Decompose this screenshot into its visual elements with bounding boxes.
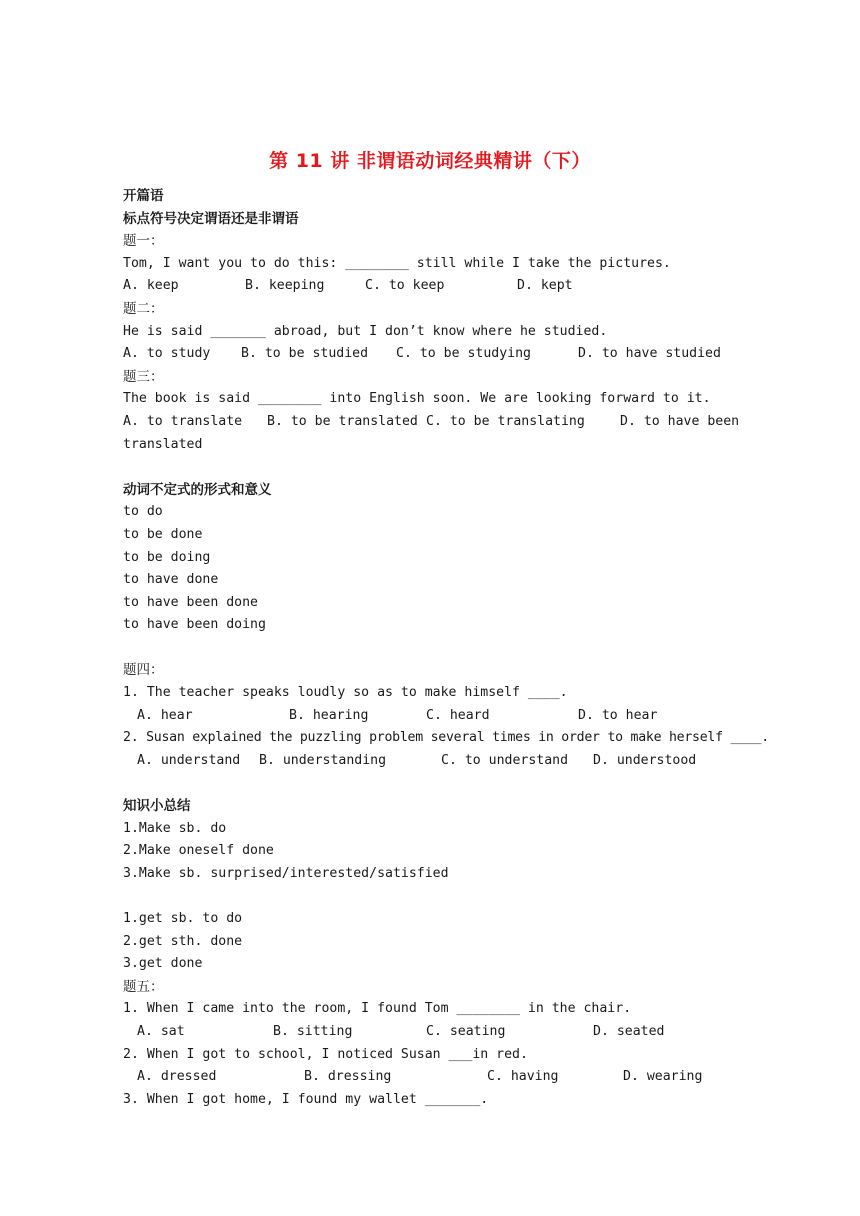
option: B. sitting xyxy=(273,1023,353,1039)
option: A. hear xyxy=(137,707,193,723)
option: A. to translate xyxy=(123,413,243,429)
question-text: 1. When I came into the room, I found Tom ________ in the chair. xyxy=(123,1001,632,1017)
option: D. understood xyxy=(593,752,697,768)
section-heading-intro: 开篇语 xyxy=(123,188,164,204)
option: D. to have studied xyxy=(578,346,721,362)
question-label: 题二： xyxy=(123,300,164,317)
question-text: He is said _______ abroad, but I don’t know where he studied. xyxy=(123,323,608,339)
options-row xyxy=(123,275,763,298)
question-text: The book is said ________ into English soon. We are looking forward to it. xyxy=(123,391,711,407)
question-text: 1. The teacher speaks loudly so as to make himself ____. xyxy=(123,685,568,701)
option: B. keeping xyxy=(245,278,325,294)
question-label: 题五： xyxy=(123,978,164,995)
list-item: 3.get done xyxy=(123,956,203,972)
option: B. understanding xyxy=(259,752,387,768)
option: A. keep xyxy=(123,278,179,294)
option: D. wearing xyxy=(623,1069,703,1085)
option: C. to be translating xyxy=(426,413,585,429)
option: C. to be studying xyxy=(396,346,531,362)
option: A. sat xyxy=(137,1023,185,1039)
list-item: 1.Make sb. do xyxy=(123,820,227,836)
list-item: to be done xyxy=(123,526,203,542)
list-item: to have been doing xyxy=(123,617,266,633)
list-item: to have done xyxy=(123,572,219,588)
list-item: 2.get sth. done xyxy=(123,933,243,949)
option: C. seating xyxy=(426,1023,506,1039)
question-text: Tom, I want you to do this: ________ still while I take the pictures. xyxy=(123,255,671,271)
option: D. to hear xyxy=(578,707,658,723)
question-text: 3. When I got home, I found my wallet _______. xyxy=(123,1091,489,1107)
option: D. to have been xyxy=(620,413,740,429)
option: A. to study xyxy=(123,346,211,362)
option-continuation: translated xyxy=(123,436,203,452)
option: C. having xyxy=(487,1069,559,1085)
option: C. heard xyxy=(426,707,490,723)
option: B. to be studied xyxy=(241,346,369,362)
page-title: 第 11 讲 非谓语动词经典精讲（下） xyxy=(269,150,591,172)
option: D. kept xyxy=(517,278,573,294)
question-label: 题三： xyxy=(123,368,164,385)
option: B. to be translated xyxy=(267,413,418,429)
question-text: 2. When I got to school, I noticed Susan ___in red. xyxy=(123,1046,528,1062)
option: C. to keep xyxy=(365,278,445,294)
option: A. understand xyxy=(137,752,241,768)
question-label: 题一： xyxy=(123,233,164,250)
options-row xyxy=(123,750,763,773)
list-item: to be doing xyxy=(123,549,211,565)
list-item: to do xyxy=(123,504,163,520)
options-row xyxy=(123,1021,763,1044)
section-subheading: 标点符号决定谓语还是非谓语 xyxy=(123,210,299,227)
option: B. dressing xyxy=(304,1069,392,1085)
options-row xyxy=(123,343,763,366)
list-item: to have been done xyxy=(123,594,258,610)
section-heading-summary: 知识小总结 xyxy=(123,798,191,815)
question-label: 题四： xyxy=(123,662,164,679)
option: C. to understand xyxy=(441,752,569,768)
options-row xyxy=(123,411,763,434)
option: D. seated xyxy=(593,1023,665,1039)
list-item: 3.Make sb. surprised/interested/satisfied xyxy=(123,865,449,881)
document-body xyxy=(123,185,769,1111)
list-item: 1.get sb. to do xyxy=(123,911,243,926)
options-row xyxy=(123,705,763,728)
option: A. dressed xyxy=(137,1069,217,1085)
question-text: 2. Susan explained the puzzling problem several times in order to make herself ____. xyxy=(123,730,769,746)
options-row xyxy=(123,1066,763,1089)
list-item: 2.Make oneself done xyxy=(123,843,274,859)
section-heading-infinitive: 动词不定式的形式和意义 xyxy=(123,481,272,498)
option: B. hearing xyxy=(289,707,369,723)
